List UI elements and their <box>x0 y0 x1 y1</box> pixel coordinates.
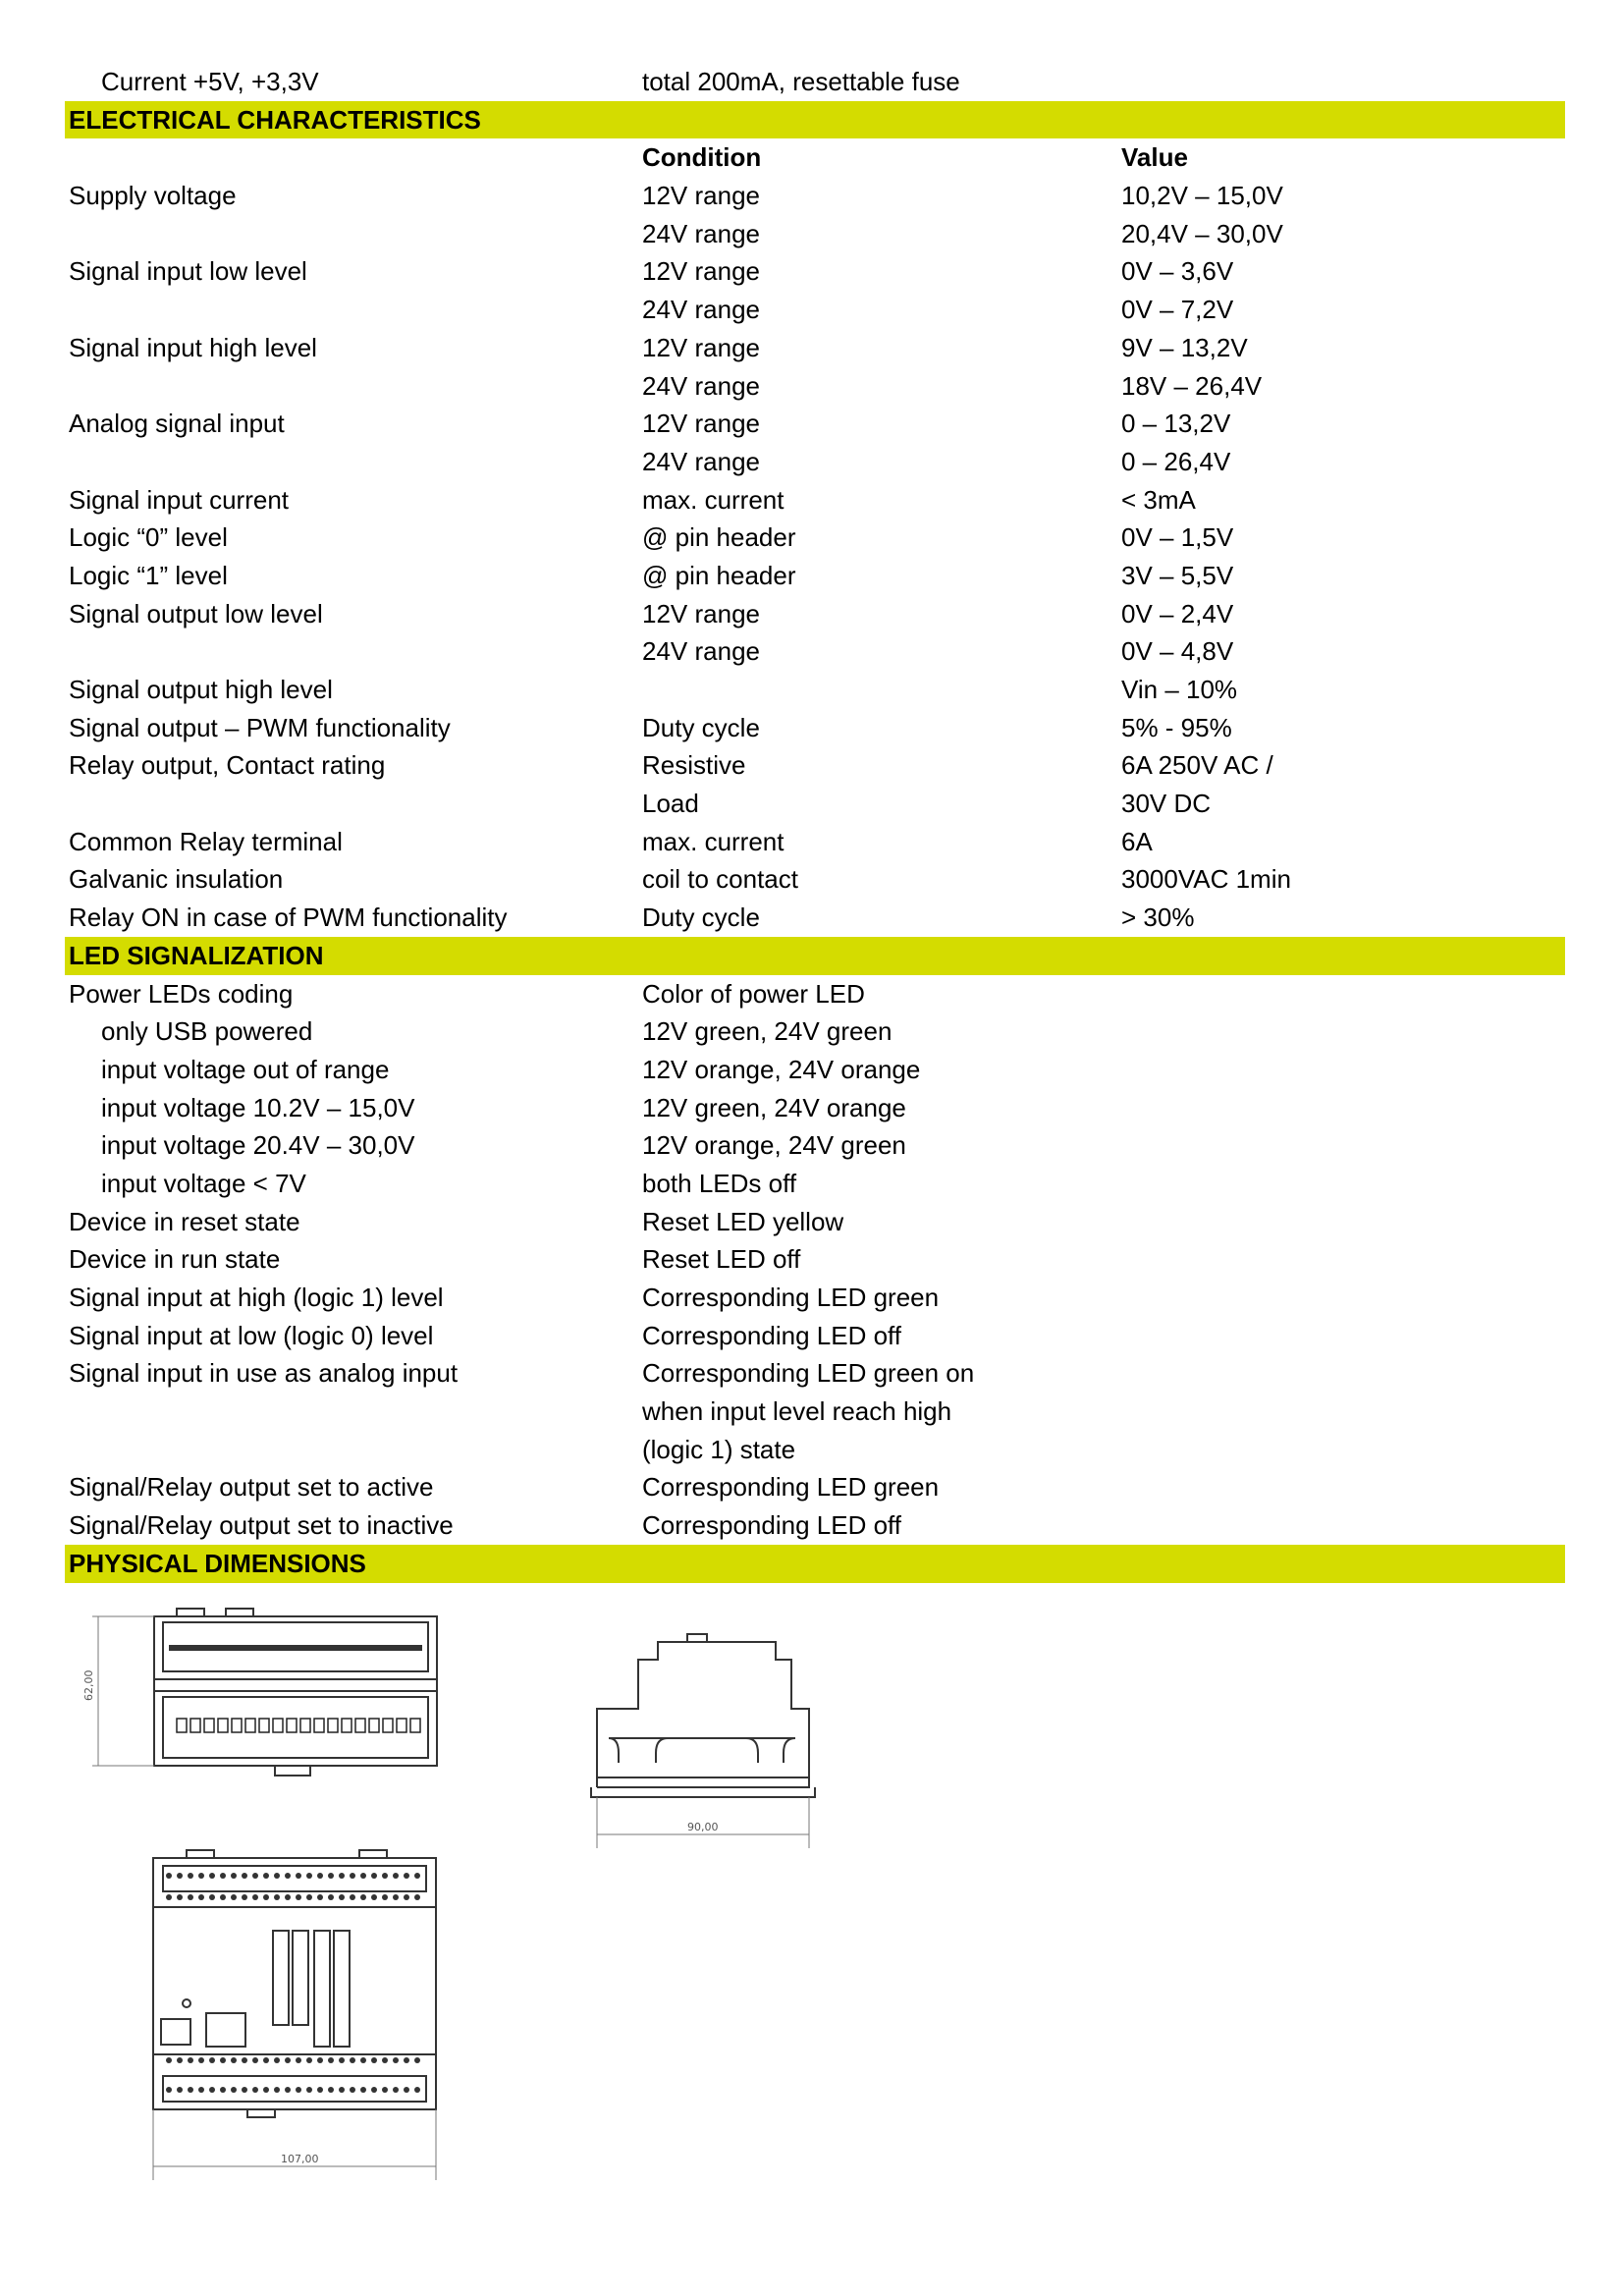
row-label: only USB powered <box>101 1016 313 1047</box>
row-condition: Duty cycle <box>642 712 760 742</box>
terminal-dot <box>220 1894 226 1900</box>
table-row <box>65 1240 1565 1279</box>
row-value: 9V – 13,2V <box>1121 332 1248 362</box>
table-row <box>65 1506 1565 1545</box>
table-row <box>65 709 1565 747</box>
row-value: Color of power LED <box>642 978 865 1009</box>
table-row <box>65 1203 1565 1241</box>
row-value: 12V green, 24V orange <box>642 1092 906 1122</box>
row-value: when input level reach high <box>642 1396 952 1427</box>
row-value: 0V – 2,4V <box>1121 598 1234 629</box>
table-row <box>65 1279 1565 1317</box>
table-row <box>65 443 1565 481</box>
table-row <box>65 252 1565 291</box>
row-value: 5% - 95% <box>1121 712 1232 742</box>
row-value: both LEDs off <box>642 1168 797 1198</box>
table-row <box>65 481 1565 519</box>
terminal-pin <box>190 1719 200 1732</box>
terminal-dot <box>393 1873 399 1879</box>
terminal-dot <box>220 1873 226 1879</box>
row-label: input voltage out of range <box>101 1054 390 1084</box>
row-value: Corresponding LED green <box>642 1472 940 1503</box>
value-header: Value <box>1121 142 1188 173</box>
row-value: Corresponding LED green on <box>642 1358 975 1389</box>
table-row <box>65 899 1565 937</box>
table-row <box>65 1354 1565 1393</box>
terminal-dot <box>296 1873 301 1879</box>
terminal-dot <box>231 2057 237 2063</box>
terminal-dot <box>188 1873 193 1879</box>
top-view-drawing <box>137 1846 452 2200</box>
terminal-pin <box>328 1719 338 1732</box>
terminal-pin <box>273 1719 283 1732</box>
row-condition: Load <box>642 789 699 819</box>
table-row <box>65 1089 1565 1127</box>
terminal-dot <box>166 1873 172 1879</box>
terminal-pin <box>245 1719 255 1732</box>
terminal-dot <box>188 2057 193 2063</box>
row-value: Corresponding LED green <box>642 1283 940 1312</box>
row-value: 0V – 7,2V <box>1121 295 1234 325</box>
terminal-dot <box>414 1894 420 1900</box>
terminal-dot <box>296 2057 301 2063</box>
terminal-dot <box>371 1894 377 1900</box>
terminal-dot <box>177 1873 183 1879</box>
terminal-dot <box>242 1873 247 1879</box>
row-value: 0 – 13,2V <box>1121 409 1231 439</box>
terminal-pin <box>177 1719 187 1732</box>
row-label: Common Relay terminal <box>69 826 343 856</box>
row-label: input voltage < 7V <box>101 1168 306 1198</box>
table-row <box>65 557 1565 595</box>
terminal-dot <box>414 2057 420 2063</box>
section-header-physical <box>65 1545 1565 1583</box>
row-value: 20,4V – 30,0V <box>1121 218 1283 248</box>
terminal-dot <box>339 2087 345 2093</box>
dimension-drawings <box>0 1581 1623 2190</box>
terminal-pin <box>287 1719 297 1732</box>
row-condition: Duty cycle <box>642 902 760 933</box>
row-label: Signal input at low (logic 0) level <box>69 1320 434 1350</box>
terminal-dot <box>296 1894 301 1900</box>
row-label: Logic “1” level <box>69 560 228 590</box>
terminal-dot <box>317 1873 323 1879</box>
table-row <box>65 367 1565 406</box>
row-label: Supply voltage <box>69 181 237 211</box>
table-row <box>65 1317 1565 1355</box>
terminal-dot <box>371 2087 377 2093</box>
terminal-dot <box>198 1873 204 1879</box>
terminal-dot <box>220 2087 226 2093</box>
terminal-dot <box>414 2087 420 2093</box>
table-row <box>65 860 1565 899</box>
row-value: 18V – 26,4V <box>1121 370 1263 401</box>
row-condition: coil to contact <box>642 864 798 895</box>
terminal-dot <box>296 2087 301 2093</box>
row-label: Power LEDs coding <box>69 978 294 1009</box>
row-condition: max. current <box>642 484 784 515</box>
terminal-dot <box>339 1894 345 1900</box>
terminal-dot <box>209 1894 215 1900</box>
terminal-pin <box>300 1719 310 1732</box>
terminal-dot <box>339 2057 345 2063</box>
terminal-dot <box>306 2057 312 2063</box>
terminal-dot <box>350 1894 355 1900</box>
row-value: < 3mA <box>1121 484 1196 515</box>
row-condition: 12V range <box>642 256 760 287</box>
terminal-dot <box>198 2087 204 2093</box>
dim-top-width-label: 107,00 <box>281 2153 319 2165</box>
table-row <box>65 595 1565 633</box>
section-title: LED SIGNALIZATION <box>69 940 324 970</box>
row-value: 0V – 4,8V <box>1121 636 1234 667</box>
table-row <box>65 1012 1565 1051</box>
terminal-dot <box>404 2087 409 2093</box>
terminal-dot <box>317 1894 323 1900</box>
terminal-dot <box>198 1894 204 1900</box>
table-row <box>65 1126 1565 1165</box>
terminal-dot <box>263 1894 269 1900</box>
row-condition: 12V range <box>642 332 760 362</box>
terminal-dot <box>188 1894 193 1900</box>
row-value: Corresponding LED off <box>642 1510 902 1541</box>
terminal-dot <box>360 2087 366 2093</box>
row-condition: 24V range <box>642 636 760 667</box>
terminal-dot <box>177 2087 183 2093</box>
terminal-dot <box>360 1894 366 1900</box>
row-condition: 12V range <box>642 181 760 211</box>
table-row <box>65 1051 1565 1089</box>
terminal-dot <box>242 2087 247 2093</box>
terminal-dot <box>328 1873 334 1879</box>
terminal-pin <box>259 1719 269 1732</box>
row-label: Signal input at high (logic 1) level <box>69 1283 444 1312</box>
section-title: ELECTRICAL CHARACTERISTICS <box>69 104 481 135</box>
row-value: 3000VAC 1min <box>1121 864 1291 895</box>
dim-side-width-label: 90,00 <box>687 1821 719 1833</box>
row-label: input voltage 10.2V – 15,0V <box>101 1092 415 1122</box>
terminal-dot <box>328 2057 334 2063</box>
terminal-pin <box>383 1719 393 1732</box>
row-label: Relay output, Contact rating <box>69 750 386 781</box>
table-row <box>65 785 1565 823</box>
current-row <box>65 63 1565 101</box>
table-row <box>65 215 1565 253</box>
terminal-dot <box>350 1873 355 1879</box>
terminal-dot <box>198 2057 204 2063</box>
terminal-dot <box>350 2057 355 2063</box>
side-view-drawing <box>550 1591 844 1866</box>
row-condition: 24V range <box>642 446 760 476</box>
condition-header: Condition <box>642 142 762 173</box>
row-label: Device in reset state <box>69 1206 300 1236</box>
table-row <box>65 405 1565 443</box>
section-header-led <box>65 937 1565 975</box>
table-row <box>65 671 1565 709</box>
terminal-dot <box>414 1873 420 1879</box>
terminal-dot <box>231 1873 237 1879</box>
row-value: 12V green, 24V green <box>642 1016 893 1047</box>
row-value: (logic 1) state <box>642 1434 796 1464</box>
terminal-dot <box>382 1894 388 1900</box>
terminal-dot <box>393 2087 399 2093</box>
terminal-dot <box>274 2057 280 2063</box>
terminal-dot <box>306 1894 312 1900</box>
terminal-dot <box>285 2087 291 2093</box>
terminal-dot <box>371 2057 377 2063</box>
front-view-drawing <box>79 1581 452 1797</box>
terminal-dot <box>242 1894 247 1900</box>
terminal-dot <box>360 2057 366 2063</box>
row-label: Signal input in use as analog input <box>69 1358 459 1389</box>
section-header-electrical <box>65 101 1565 139</box>
terminal-dot <box>328 2087 334 2093</box>
table-row <box>65 1468 1565 1506</box>
electrical-column-headers <box>65 138 1565 177</box>
terminal-pin <box>218 1719 228 1732</box>
terminal-dot <box>404 2057 409 2063</box>
row-label: Analog signal input <box>69 409 285 439</box>
table-row <box>65 291 1565 329</box>
terminal-dot <box>209 2057 215 2063</box>
row-value: 3V – 5,5V <box>1121 560 1234 590</box>
terminal-pin <box>397 1719 406 1732</box>
terminal-dot <box>274 1894 280 1900</box>
row-label: Signal input high level <box>69 332 317 362</box>
terminal-dot <box>263 2057 269 2063</box>
row-value: 6A 250V AC / <box>1121 750 1273 781</box>
terminal-pin <box>314 1719 324 1732</box>
terminal-pin <box>369 1719 379 1732</box>
terminal-dot <box>274 2087 280 2093</box>
dim-height-label: 62,00 <box>82 1669 95 1701</box>
terminal-dot <box>177 1894 183 1900</box>
terminal-dot <box>306 1873 312 1879</box>
row-condition: 12V range <box>642 598 760 629</box>
row-label: Relay ON in case of PWM functionality <box>69 902 508 933</box>
row-value: 0 – 26,4V <box>1121 446 1231 476</box>
terminal-dot <box>252 1894 258 1900</box>
terminal-dot <box>404 1894 409 1900</box>
terminal-dot <box>306 2087 312 2093</box>
terminal-dot <box>360 1873 366 1879</box>
row-label: Signal/Relay output set to active <box>69 1472 434 1503</box>
row-label: Signal output high level <box>69 675 333 704</box>
row-condition: max. current <box>642 826 784 856</box>
terminal-dot <box>166 1894 172 1900</box>
row-value: Corresponding LED off <box>642 1320 902 1350</box>
terminal-dot <box>220 2057 226 2063</box>
terminal-dot <box>382 2057 388 2063</box>
row-label: input voltage 20.4V – 30,0V <box>101 1130 415 1161</box>
terminal-dot <box>393 1894 399 1900</box>
terminal-dot <box>350 2087 355 2093</box>
terminal-dot <box>231 2087 237 2093</box>
terminal-dot <box>209 1873 215 1879</box>
table-row <box>65 519 1565 557</box>
terminal-dot <box>177 2057 183 2063</box>
terminal-dot <box>263 2087 269 2093</box>
terminal-dot <box>166 2057 172 2063</box>
row-value: 6A <box>1121 826 1153 856</box>
table-row <box>65 177 1565 215</box>
row-condition: @ pin header <box>642 522 796 553</box>
row-label: Signal output low level <box>69 598 323 629</box>
row-condition: 24V range <box>642 218 760 248</box>
terminal-dot <box>317 2057 323 2063</box>
row-condition: 24V range <box>642 370 760 401</box>
terminal-dot <box>231 1894 237 1900</box>
row-value: 30V DC <box>1121 789 1212 819</box>
row-condition: 12V range <box>642 409 760 439</box>
row-label: Signal/Relay output set to inactive <box>69 1510 454 1541</box>
row-label: Galvanic insulation <box>69 864 284 895</box>
table-row <box>65 1165 1565 1203</box>
row-value: total 200mA, resettable fuse <box>642 67 960 96</box>
row-condition: @ pin header <box>642 560 796 590</box>
row-label: Logic “0” level <box>69 522 228 553</box>
terminal-dot <box>371 1873 377 1879</box>
spec-sheet <box>65 63 1565 1583</box>
row-value: Reset LED off <box>642 1244 801 1275</box>
row-value: 12V orange, 24V orange <box>642 1054 921 1084</box>
terminal-dot <box>404 1873 409 1879</box>
table-row <box>65 1393 1565 1431</box>
terminal-pin <box>410 1719 420 1732</box>
terminal-dot <box>252 1873 258 1879</box>
terminal-dot <box>252 2087 258 2093</box>
terminal-pin <box>204 1719 214 1732</box>
row-condition: Resistive <box>642 750 746 781</box>
terminal-dot <box>242 2057 247 2063</box>
row-value: 12V orange, 24V green <box>642 1130 906 1161</box>
row-label: Signal input current <box>69 484 290 515</box>
terminal-pin <box>232 1719 242 1732</box>
row-label: Signal output – PWM functionality <box>69 712 451 742</box>
led-table <box>65 975 1565 1545</box>
terminal-dot <box>263 1873 269 1879</box>
row-value: 0V – 3,6V <box>1121 256 1234 287</box>
row-label: Device in run state <box>69 1244 281 1275</box>
row-label: Signal input low level <box>69 256 307 287</box>
terminal-dot <box>166 2087 172 2093</box>
terminal-dot <box>382 1873 388 1879</box>
table-row <box>65 746 1565 785</box>
terminal-dot <box>285 1873 291 1879</box>
terminal-dot <box>339 1873 345 1879</box>
terminal-dot <box>209 2087 215 2093</box>
table-row <box>65 975 1565 1013</box>
terminal-dot <box>393 2057 399 2063</box>
terminal-dot <box>285 2057 291 2063</box>
row-value: Reset LED yellow <box>642 1206 844 1236</box>
table-row <box>65 632 1565 671</box>
terminal-dot <box>382 2087 388 2093</box>
electrical-table <box>65 177 1565 937</box>
terminal-dot <box>188 2087 193 2093</box>
terminal-pin <box>342 1719 352 1732</box>
table-row <box>65 329 1565 367</box>
terminal-dot <box>252 2057 258 2063</box>
row-condition: 24V range <box>642 295 760 325</box>
terminal-dot <box>285 1894 291 1900</box>
row-value: > 30% <box>1121 902 1195 933</box>
table-row <box>65 823 1565 861</box>
row-label: Current +5V, +3,3V <box>101 67 319 96</box>
terminal-dot <box>317 2087 323 2093</box>
terminal-dot <box>328 1894 334 1900</box>
terminal-pin <box>355 1719 365 1732</box>
row-value: Vin – 10% <box>1121 675 1238 704</box>
section-title: PHYSICAL DIMENSIONS <box>69 1548 366 1578</box>
row-value: 10,2V – 15,0V <box>1121 181 1283 211</box>
terminal-dot <box>274 1873 280 1879</box>
row-value: 0V – 1,5V <box>1121 522 1234 553</box>
table-row <box>65 1431 1565 1469</box>
